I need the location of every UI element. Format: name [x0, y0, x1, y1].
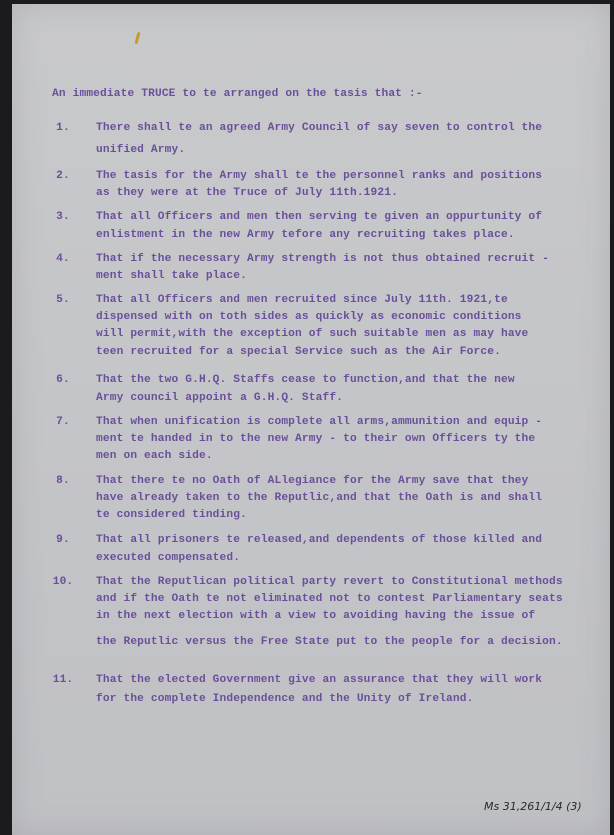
item-number: 8.	[56, 475, 70, 487]
item-line: ment shall take place.	[96, 270, 247, 282]
item-line: have already taken to the Reputlic,and that the Oath is and shall	[96, 492, 543, 504]
item-number: 10.	[52, 576, 74, 588]
item-number: 1.	[56, 122, 70, 134]
item-line: That the Reputlican political party revert to Constitutional methods	[96, 576, 563, 588]
item-line: te considered tinding.	[96, 509, 247, 521]
item-line: That the two G.H.Q. Staffs cease to function,and that the new	[96, 374, 515, 386]
ink-mark	[134, 32, 140, 44]
item-line: dispensed with on toth sides as quickly as economic conditions	[96, 311, 522, 323]
document-heading: An immediate TRUCE to te arranged on the tasis that :-	[52, 88, 423, 100]
item-number: 2.	[56, 170, 70, 182]
item-line: That there te no Oath of ALlegiance for the Army save that they	[96, 475, 529, 487]
item-line: enlistment in the new Army tefore any recruiting takes place.	[96, 229, 515, 241]
item-line: in the next election with a view to avoiding having the issue of	[96, 610, 536, 622]
item-line: That all Officers and men recruited since July 11th. 1921,te	[96, 294, 508, 306]
item-line: executed compensated.	[96, 552, 241, 564]
item-line: That all prisoners te released,and dependents of those killed and	[96, 534, 543, 546]
item-line: There shall te an agreed Army Council of say seven to control the	[96, 122, 543, 134]
item-line: as they were at the Truce of July 11th.1921.	[96, 187, 398, 199]
item-line: That all Officers and men then serving te given an oppurtunity of	[96, 211, 543, 223]
catalog-number: Ms 31,261/1/4 (3)	[484, 800, 582, 813]
item-number: 4.	[56, 253, 70, 265]
item-number: 7.	[56, 416, 70, 428]
item-number: 5.	[56, 294, 70, 306]
item-line: The tasis for the Army shall te the personnel ranks and positions	[96, 170, 543, 182]
item-line: Army council appoint a G.H.Q. Staff.	[96, 392, 344, 404]
item-number: 3.	[56, 211, 70, 223]
item-number: 11.	[52, 674, 74, 686]
item-line: and if the Oath te not eliminated not to contest Parliamentary seats	[96, 593, 563, 605]
item-line: unified Army.	[96, 144, 186, 156]
item-line: That the elected Government give an assurance that they will work	[96, 674, 543, 686]
item-line: men on each side.	[96, 450, 213, 462]
item-number: 6.	[56, 374, 70, 386]
item-line: for the complete Independence and the Unity of Ireland.	[96, 693, 474, 705]
item-line: That when unification is complete all arms,ammunition and equip -	[96, 416, 543, 428]
item-line: ment te handed in to the new Army - to their own Officers ty the	[96, 433, 536, 445]
item-number: 9.	[56, 534, 70, 546]
item-line: will permit,with the exception of such suitable men as may have	[96, 328, 529, 340]
item-line: That if the necessary Army strength is not thus obtained recruit -	[96, 253, 549, 265]
document-page	[12, 4, 610, 835]
item-line: teen recruited for a special Service such as the Air Force.	[96, 346, 501, 358]
item-line: the Reputlic versus the Free State put to the people for a decision.	[96, 636, 563, 648]
